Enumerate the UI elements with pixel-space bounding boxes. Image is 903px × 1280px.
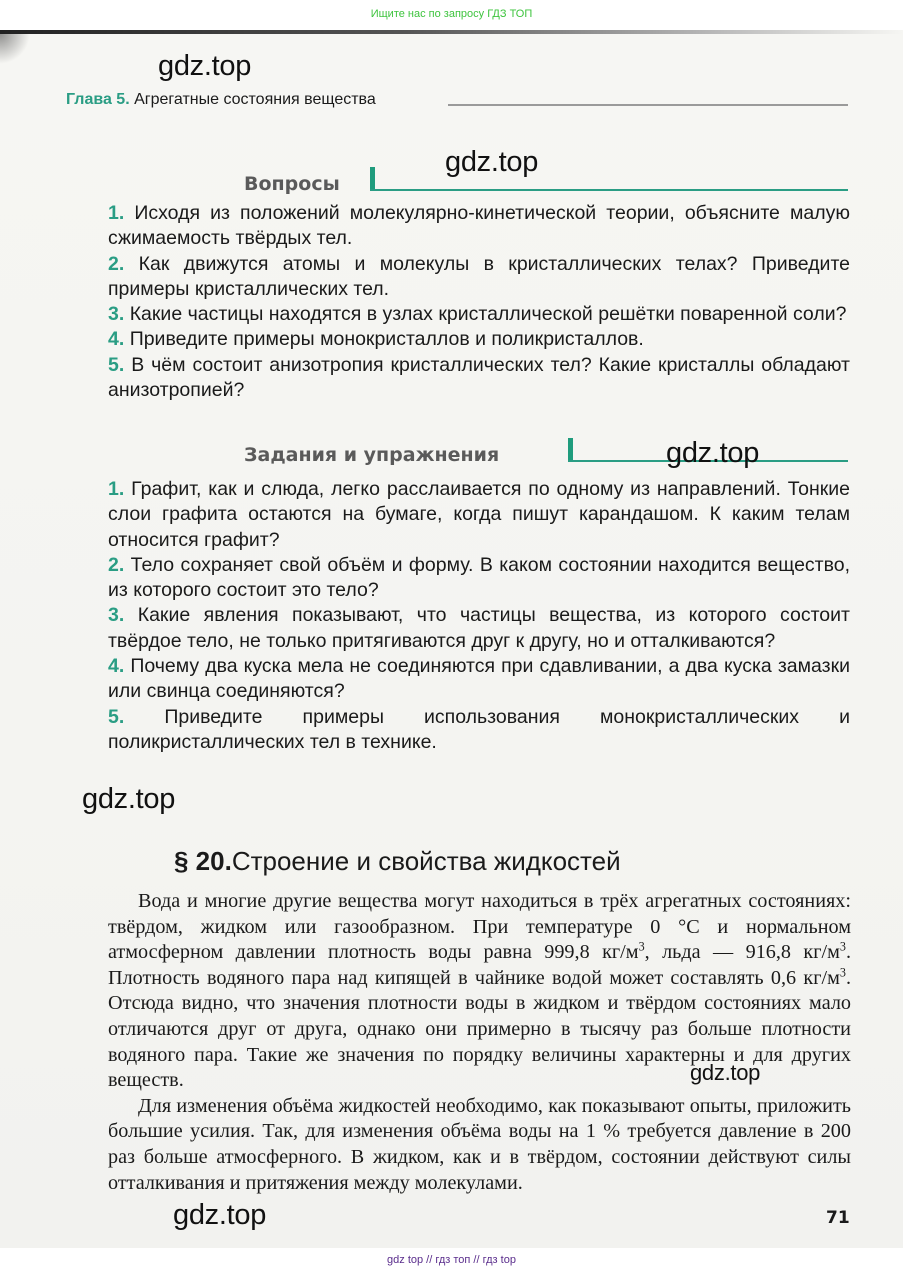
watermark: gdz.top [173, 1199, 267, 1231]
exercise-item: 3. Какие явления показывают, что частицы вещества, из которого состоит твёрдое тело, не только притягиваются друг к другу, но и отталкиваются? [108, 604, 850, 652]
questions-heading: Вопросы [244, 173, 340, 195]
body-paragraph: Вода и многие другие вещества могут находиться в трёх агрегатных состояниях: твёрдом, жидком или газообразном. При температуре 0 °С и нормальном атмосферном давлении плотность воды равна 999,8 $кг/м^3$, льда — 916,8 $кг/м^3$. Плотность водяного пара над кипящей в чайнике водой может составлять 0,6 $кг/м^3$. Отсюда видно, что значения плотности воды в жидком и твёрдом состояниях мало отличаются друг от друга, однако они примерно в тысячу раз больше плотности водяного пара. Такие же значения по порядку величины характерны и для других веществ. [108, 890, 852, 1092]
chapter-title: Агрегатные состояния вещества [134, 91, 376, 108]
question-item: 3. Какие частицы находятся в узлах кристаллической решётки поваренной соли? [108, 303, 847, 326]
question-item: 2. Как движутся атомы и молекулы в кристаллических телах? Приведите примеры кристаллических тел. [108, 252, 851, 300]
page-edge-shadow [0, 30, 903, 34]
footer-links[interactable]: gdz top // гдз топ // гдз top [387, 1254, 516, 1266]
question-item: 1. Исходя из положений молекулярно-кинетической теории, объясните малую сжимаемость твёрдых тел. [108, 202, 850, 250]
chapter-header [66, 91, 376, 109]
heading-accent-bar [370, 167, 375, 191]
exercise-item: 2. Тело сохраняет свой объём и форму. В каком состоянии находится вещество, из которого состоит это тело? [108, 553, 850, 602]
exercise-item: 1. Графит, как и слюда, легко расслаивается по одному из направлений. Тонкие слои графита остаются на бумаге, когда пишут карандашом. К каким телам относится графит? [108, 478, 850, 551]
watermark: gdz.top [82, 783, 176, 815]
exercises-list [108, 477, 850, 755]
question-item: 5. В чём состоит анизотропия кристаллических тел? Какие кристаллы обладают анизотропией? [108, 353, 850, 402]
watermark: gdz.top [445, 146, 539, 178]
exercises-heading: Задания и упражнения [244, 444, 500, 466]
body-paragraph: Для изменения объёма жидкостей необходимо, как показывают опыты, приложить большие усилия. Так, для изменения объёма воды на 1 % требуется давление в 200 раз больше атмосферного. В жидком, как и в твёрдом, состоянии действуют силы отталкивания и притяжения между молекулами. [108, 1094, 851, 1194]
paragraph-title [174, 846, 621, 877]
paragraph-body [108, 889, 851, 1196]
exercise-item: 4. Почему два куска мела не соединяются при сдавливании, а два куска замазки или свинца соединяются? [108, 655, 851, 703]
exercise-item: 5. Приведите примеры использования монокристаллических и поликристаллических тел в технике. [108, 705, 851, 753]
questions-list [108, 201, 850, 403]
watermark: gdz.top [158, 50, 252, 82]
page-number: 71 [826, 1208, 850, 1228]
watermark: gdz.top [690, 1060, 761, 1085]
chapter-number: Глава 5. [66, 91, 130, 108]
paragraph-title-text: Строение и свойства жидкостей [231, 846, 621, 876]
heading-rule [370, 189, 848, 191]
watermark: gdz.top [666, 437, 760, 469]
paragraph-number: § 20. [174, 846, 232, 876]
heading-accent-bar [568, 438, 573, 462]
question-item: 4. Приведите примеры монокристаллов и поликристаллов. [108, 328, 644, 351]
chapter-rule [448, 104, 848, 106]
page-corner-shadow [0, 34, 30, 64]
top-banner[interactable]: Ищите нас по запросу ГДЗ ТОП [370, 8, 533, 20]
